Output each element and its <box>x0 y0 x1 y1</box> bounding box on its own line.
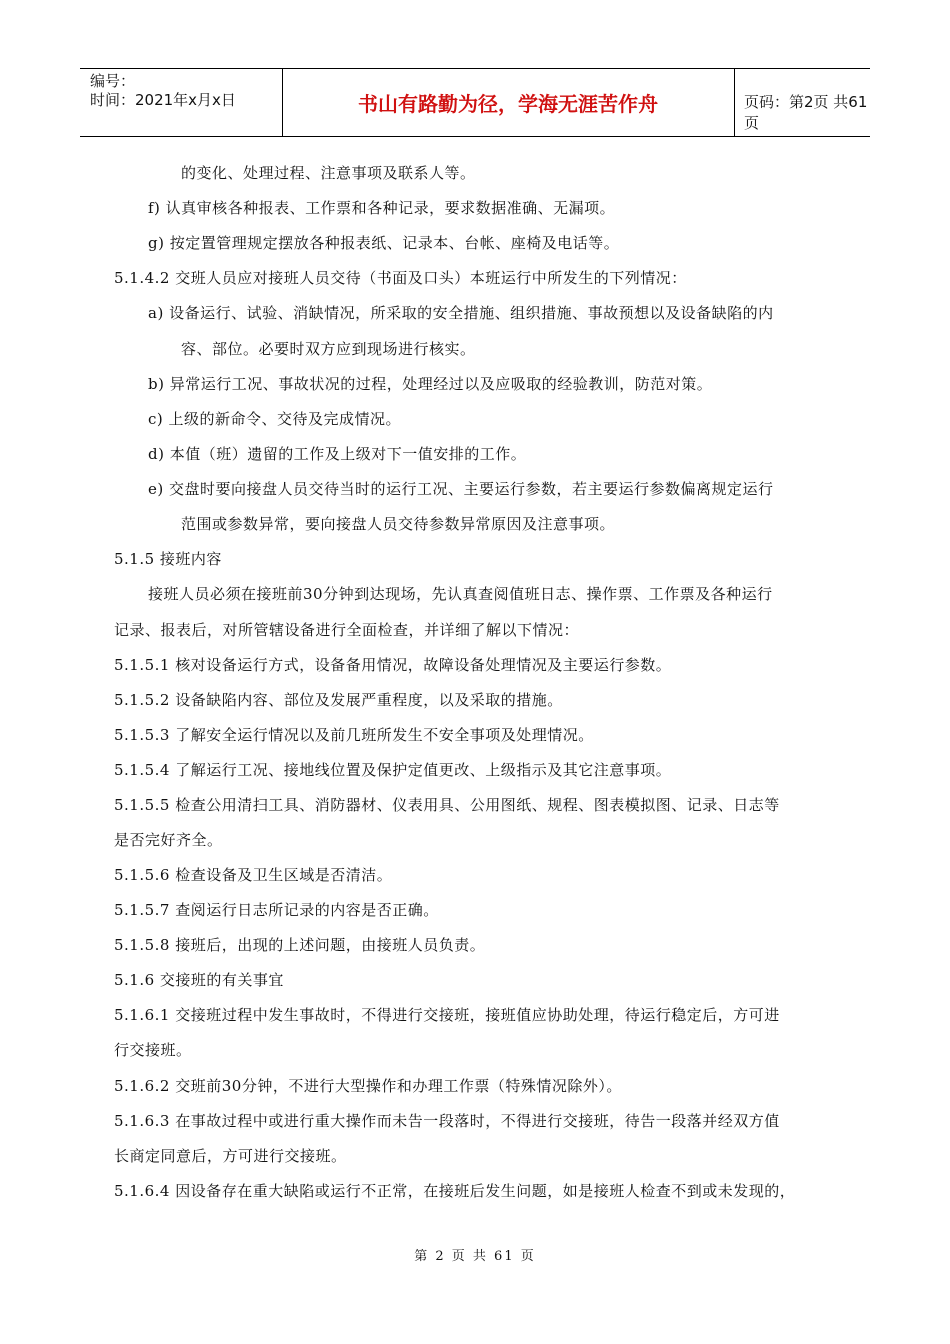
section-5-1-5-4: 5.1.5.4 了解运行工况、接地线位置及保护定值更改、上级指示及其它注意事项。 <box>114 761 672 779</box>
list-item-e: e) 交盘时要向接盘人员交待当时的运行工况、主要运行参数，若主要运行参数偏离规定运行 <box>148 480 774 498</box>
section-5-1-5-7: 5.1.5.7 查阅运行日志所记录的内容是否正确。 <box>114 901 439 919</box>
section-5-1-5-8: 5.1.5.8 接班后，出现的上述问题，由接班人员负责。 <box>114 936 486 954</box>
text-line: 长商定同意后，方可进行交接班。 <box>114 1147 347 1165</box>
list-item-d: d) 本值（班）遗留的工作及上级对下一值安排的工作。 <box>148 445 527 463</box>
header-motto: 书山有路勤为径，学海无涯苦作舟 <box>358 92 658 116</box>
section-5-1-5-3: 5.1.5.3 了解安全运行情况以及前几班所发生不安全事项及处理情况。 <box>114 726 594 744</box>
text-line: 行交接班。 <box>114 1041 192 1059</box>
section-5-1-5-2: 5.1.5.2 设备缺陷内容、部位及发展严重程度，以及采取的措施。 <box>114 691 563 709</box>
page-header <box>80 68 870 137</box>
text-line: 记录、报表后，对所管辖设备进行全面检查，并详细了解以下情况： <box>114 621 580 639</box>
page-footer: 第 2 页 共 61 页 <box>414 1249 536 1264</box>
list-item-a: a) 设备运行、试验、消缺情况，所采取的安全措施、组织措施、事故预想以及设备缺陷的内 <box>148 304 774 322</box>
section-5-1-5-5: 5.1.5.5 检查公用清扫工具、消防器材、仪表用具、公用图纸、规程、图表模拟图、记录、日志等 <box>114 796 780 814</box>
text-line: 的变化、处理过程、注意事项及联系人等。 <box>181 164 476 182</box>
section-5-1-5-1: 5.1.5.1 核对设备运行方式，设备备用情况，故障设备处理情况及主要运行参数。 <box>114 656 672 674</box>
section-5-1-6: 5.1.6 交接班的有关事宜 <box>114 971 284 989</box>
header-divider <box>734 69 735 136</box>
section-5-1-5: 5.1.5 接班内容 <box>114 550 222 568</box>
section-5-1-6-3: 5.1.6.3 在事故过程中或进行重大操作而未告一段落时，不得进行交接班，待告一段落并经双方值 <box>114 1112 780 1130</box>
section-5-1-5-6: 5.1.5.6 检查设备及卫生区域是否清洁。 <box>114 866 393 884</box>
header-page-info: 页码：第2页 共61页 <box>744 93 868 132</box>
list-item-g: g) 按定置管理规定摆放各种报表纸、记录本、台帐、座椅及电话等。 <box>148 234 620 252</box>
paragraph: 接班人员必须在接班前30分钟到达现场，先认真查阅值班日志、操作票、工作票及各种运行 <box>148 585 773 603</box>
text-line: 是否完好齐全。 <box>114 831 223 849</box>
text-line: 范围或参数异常，要向接盘人员交待参数异常原因及注意事项。 <box>181 515 616 533</box>
section-5-1-4-2: 5.1.4.2 交班人员应对接班人员交待（书面及口头）本班运行中所发生的下列情况： <box>114 269 687 287</box>
list-item-b: b) 异常运行工况、事故状况的过程，处理经过以及应吸取的经验教训，防范对策。 <box>148 375 713 393</box>
text-line: 容、部位。必要时双方应到现场进行核实。 <box>181 340 476 358</box>
header-meta <box>80 69 280 136</box>
section-5-1-6-1: 5.1.6.1 交接班过程中发生事故时，不得进行交接班，接班值应协助处理，待运行稳定后，方可进 <box>114 1006 780 1024</box>
number-label: 编号： <box>90 72 136 90</box>
section-5-1-6-4: 5.1.6.4 因设备存在重大缺陷或运行不正常，在接班后发生问题，如是接班人检查不到或未发现的， <box>114 1182 796 1200</box>
list-item-f: f) 认真审核各种报表、工作票和各种记录，要求数据准确、无漏项。 <box>148 199 616 217</box>
list-item-c: c) 上级的新命令、交待及完成情况。 <box>148 410 402 428</box>
date-label: 时间：2021年x月x日 <box>90 91 236 109</box>
section-5-1-6-2: 5.1.6.2 交班前30分钟，不进行大型操作和办理工作票（特殊情况除外）。 <box>114 1077 622 1095</box>
